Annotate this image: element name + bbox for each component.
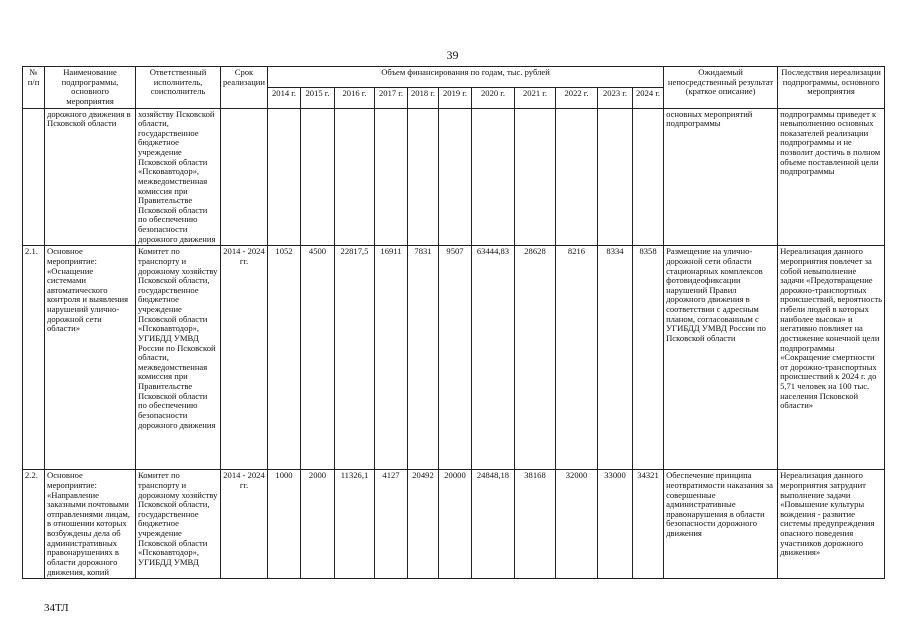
header-year: 2014 г. bbox=[268, 87, 301, 108]
header-financing: Объем финансирования по годам, тыс. рублей bbox=[268, 67, 664, 88]
cell-executor: Комитет по транспорту и дорожному хозяйству Псковской области, государственное бюджетное учреждение Псковской области «Псковавтодор», УГИБДД УМВД России по Псковской области, межведомственная комиссия при Правительстве Псковской области по обеспечению безопасности дорожного движения bbox=[136, 246, 221, 470]
cell-value: 4127 bbox=[375, 470, 408, 579]
header-year: 2024 г. bbox=[633, 87, 664, 108]
footer-code: 34ТЛ bbox=[44, 602, 69, 614]
header-year: 2023 г. bbox=[598, 87, 633, 108]
page-number: 39 bbox=[446, 48, 459, 62]
cell-value: 24848,18 bbox=[472, 470, 515, 579]
cell-no: 2.1. bbox=[23, 246, 45, 470]
header-year: 2018 г. bbox=[408, 87, 439, 108]
cell-result: Обеспечение принципа неотвратимости наказания за совершенные административные правонарушения в области безопасности дорожного движения bbox=[664, 470, 778, 579]
cell-period bbox=[221, 108, 268, 246]
cell-value: 20000 bbox=[439, 470, 472, 579]
cell-value: 4500 bbox=[301, 246, 335, 470]
cell-value: 8358 bbox=[633, 246, 664, 470]
cell-consequences: подпрограммы приведет к невыполнению основных показателей реализации подпрограммы и не позволит достичь в полном объеме поставленной цели подпрограммы bbox=[778, 108, 885, 246]
header-no: № п/п bbox=[23, 67, 45, 109]
cell-value bbox=[375, 108, 408, 246]
cell-value bbox=[408, 108, 439, 246]
cell-value bbox=[633, 108, 664, 246]
cell-value: 38168 bbox=[515, 470, 556, 579]
financing-table bbox=[22, 66, 885, 579]
cell-value: 8334 bbox=[598, 246, 633, 470]
cell-period: 2014 - 2024 гг. bbox=[221, 246, 268, 470]
cell-value bbox=[515, 108, 556, 246]
cell-value bbox=[556, 108, 598, 246]
cell-value: 1052 bbox=[268, 246, 301, 470]
cell-executor: Комитет по транспорту и дорожному хозяйству Псковской области, государственное бюджетное учреждение Псковской области «Псковавтодор», УГИБДД УМВД bbox=[136, 470, 221, 579]
cell-value: 1000 bbox=[268, 470, 301, 579]
cell-value: 22817,5 bbox=[335, 246, 375, 470]
cell-value: 7831 bbox=[408, 246, 439, 470]
cell-name: Основное мероприятие: «Оснащение системами автоматического контроля и выявления нарушений улично-дорожной сети области» bbox=[45, 246, 136, 470]
table-row bbox=[23, 470, 885, 579]
header-consequences: Последствия нереализации подпрограммы, основного мероприятия bbox=[778, 67, 885, 109]
cell-value bbox=[301, 108, 335, 246]
header-period: Срок реализации bbox=[221, 67, 268, 109]
cell-consequences: Нереализация данного мероприятия затруднит выполнение задачи «Повышение культуры вождения - развитие системы предупреждения опасного поведения участников дорожного движения» bbox=[778, 470, 885, 579]
cell-result: Размещение на улично-дорожной сети области стационарных комплексов фотовидеофиксации нарушений Правил дорожного движения в соответствии с адресным планом, согласованным с УГИБДД УМВД России по Псковской области bbox=[664, 246, 778, 470]
cell-consequences: Нереализация данного мероприятия повлечет за собой невыполнение задачи «Предотвращение дорожно-транспортных происшествий, вероятность гибели людей в которых наиболее высока» и негативно повлияет на достижение конечной цели подпрограммы «Сокращение смертности от дорожно-транспортных происшествий к 2024 г. до 5,71 человек на 100 тыс. населения Псковской области» bbox=[778, 246, 885, 470]
cell-value: 32000 bbox=[556, 470, 598, 579]
header-executor: Ответственный исполнитель, соисполнитель bbox=[136, 67, 221, 109]
cell-value: 20492 bbox=[408, 470, 439, 579]
cell-value bbox=[472, 108, 515, 246]
header-result: Ожидаемый непосредственный результат (краткое описание) bbox=[664, 67, 778, 109]
header-year: 2020 г. bbox=[472, 87, 515, 108]
cell-value: 11326,1 bbox=[335, 470, 375, 579]
cell-value: 34321 bbox=[633, 470, 664, 579]
header-year: 2021 г. bbox=[515, 87, 556, 108]
cell-name: Основное мероприятие: «Направление заказными почтовыми отправлениями лицам, в отношении которых возбуждены дела об административных правонарушениях в области дорожного движения, копий bbox=[45, 470, 136, 579]
cell-no bbox=[23, 108, 45, 246]
cell-value bbox=[598, 108, 633, 246]
cell-value: 2000 bbox=[301, 470, 335, 579]
cell-value: 8216 bbox=[556, 246, 598, 470]
cell-period: 2014 - 2024 гг. bbox=[221, 470, 268, 579]
cell-value: 16911 bbox=[375, 246, 408, 470]
header-name: Наименование подпрограммы, основного мероприятия bbox=[45, 67, 136, 109]
cell-value bbox=[439, 108, 472, 246]
header-year: 2019 г. bbox=[439, 87, 472, 108]
cell-result: основных мероприятий подпрограммы bbox=[664, 108, 778, 246]
cell-value: 63444,83 bbox=[472, 246, 515, 470]
cell-value: 33000 bbox=[598, 470, 633, 579]
cell-name: дорожного движения в Псковской области bbox=[45, 108, 136, 246]
cell-value: 9507 bbox=[439, 246, 472, 470]
cell-value bbox=[268, 108, 301, 246]
header-year: 2016 г. bbox=[335, 87, 375, 108]
header-year: 2017 г. bbox=[375, 87, 408, 108]
header-row-top bbox=[23, 67, 885, 88]
header-year: 2022 г. bbox=[556, 87, 598, 108]
cell-value: 28628 bbox=[515, 246, 556, 470]
table-row bbox=[23, 108, 885, 246]
table-row bbox=[23, 246, 885, 470]
cell-value bbox=[335, 108, 375, 246]
cell-no: 2.2. bbox=[23, 470, 45, 579]
cell-executor: хозяйству Псковской области, государственное бюджетное учреждение Псковской области «Псковавтодор», межведомственная комиссия при Правительстве Псковской области по обеспечению безопасности дорожного движения bbox=[136, 108, 221, 246]
header-year: 2015 г. bbox=[301, 87, 335, 108]
